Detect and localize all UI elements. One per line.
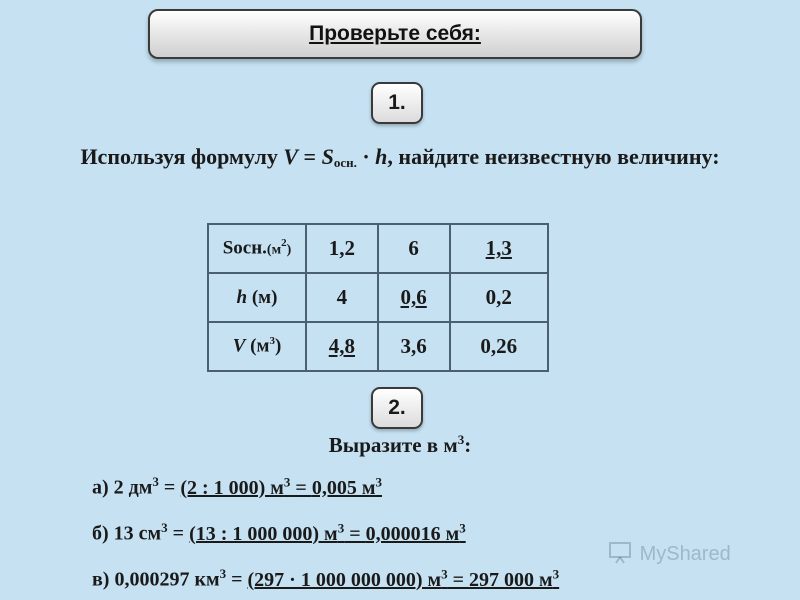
formula-equals: =: [298, 144, 322, 169]
row-label-s-close: ): [286, 242, 292, 258]
line-prefix: б) 13 см: [92, 522, 162, 545]
row-label-s-main: Sосн.: [222, 237, 267, 259]
line-answer-exp: 3: [375, 474, 382, 489]
conversion-line-c: [92, 566, 559, 592]
line-expression-text: (2 : 1 000) м: [180, 476, 284, 499]
line-prefix: а) 2 дм: [92, 476, 153, 499]
line-equals-2: =: [344, 522, 366, 545]
table-row-h: [208, 273, 548, 322]
line-answer: [311, 474, 382, 499]
task-2-title-colon: :: [464, 433, 472, 457]
line-answer: [365, 520, 466, 545]
line-answer-text: 0,000016 м: [365, 522, 460, 545]
task-2-title-text: Выразите в м: [328, 433, 458, 457]
conversion-line-b: [92, 520, 466, 546]
conversion-line-a: [92, 474, 382, 500]
line-answer-exp: 3: [459, 520, 466, 535]
watermark-logo: [608, 540, 731, 566]
row-label-h-unit: (м): [247, 286, 278, 308]
row-label-v-exp: 3: [269, 335, 275, 348]
table-cell-answer: 4,8: [306, 322, 378, 371]
row-label-h-var: h: [236, 286, 248, 308]
formula-s: S: [321, 144, 334, 169]
table-cell-answer: 0,6: [378, 273, 450, 322]
watermark-text: MyShared: [639, 543, 731, 565]
header-title: Проверьте себя:: [309, 22, 481, 45]
line-expression-exp: 3: [441, 566, 448, 581]
row-label-v: [208, 322, 306, 371]
line-equals-2: =: [290, 476, 312, 499]
line-equals: =: [158, 476, 181, 499]
line-expression-exp: 3: [337, 520, 345, 535]
row-label-v-unit: (м: [245, 335, 270, 357]
line-answer-exp: 3: [552, 566, 560, 581]
task-1-instruction: [60, 142, 740, 178]
line-prefix-exp: 3: [161, 520, 168, 535]
formula-v: V: [283, 144, 299, 169]
row-label-s-unit: (м: [266, 242, 282, 258]
row-label-s-exp: 2: [281, 237, 287, 250]
line-expression-text: (13 : 1 000 000) м: [189, 522, 338, 545]
table-cell: 4: [306, 273, 378, 322]
line-expression: [180, 474, 312, 499]
line-equals: =: [167, 522, 190, 545]
row-label-v-close: ): [274, 335, 282, 357]
header-banner: [148, 9, 642, 59]
task-2-title-exp: 3: [457, 432, 465, 447]
row-label-v-var: V: [232, 335, 246, 357]
line-expression: [247, 566, 470, 591]
table-row-s: [208, 224, 548, 273]
line-equals: =: [226, 568, 248, 591]
table-row-v: [208, 322, 548, 371]
formula-dot: ·: [356, 144, 376, 169]
table-cell-answer: 1,3: [450, 224, 548, 273]
formula-h: h: [375, 144, 388, 169]
task-2-number-badge: 2.: [371, 387, 423, 429]
task-1-text-prefix: Используя формулу: [80, 144, 284, 169]
line-equals-2: =: [447, 568, 470, 591]
line-answer-text: 297 000 м: [469, 568, 553, 591]
line-expression: [189, 520, 366, 545]
table-cell: 6: [378, 224, 450, 273]
task-2-title: [0, 432, 800, 458]
line-prefix: в) 0,000297 км: [92, 568, 220, 591]
row-label-h: [208, 273, 306, 322]
table-cell: 3,6: [378, 322, 450, 371]
line-expression-text: (297 · 1 000 000 000) м: [247, 568, 442, 591]
presentation-screen-icon: [608, 540, 634, 564]
line-prefix-exp: 3: [152, 474, 159, 489]
task-1-text-suffix: , найдите неизвестную величину:: [387, 144, 720, 169]
row-label-s: [208, 224, 306, 273]
table-cell: 1,2: [306, 224, 378, 273]
formula-s-subscript: осн.: [333, 155, 357, 170]
table-cell: 0,26: [450, 322, 548, 371]
table-cell: 0,2: [450, 273, 548, 322]
line-prefix-exp: 3: [219, 566, 227, 581]
line-expression-exp: 3: [283, 474, 291, 489]
values-table: [207, 223, 549, 372]
line-answer: [469, 566, 560, 591]
task-1-number-badge: 1.: [371, 82, 423, 124]
line-answer-text: 0,005 м: [311, 476, 376, 499]
